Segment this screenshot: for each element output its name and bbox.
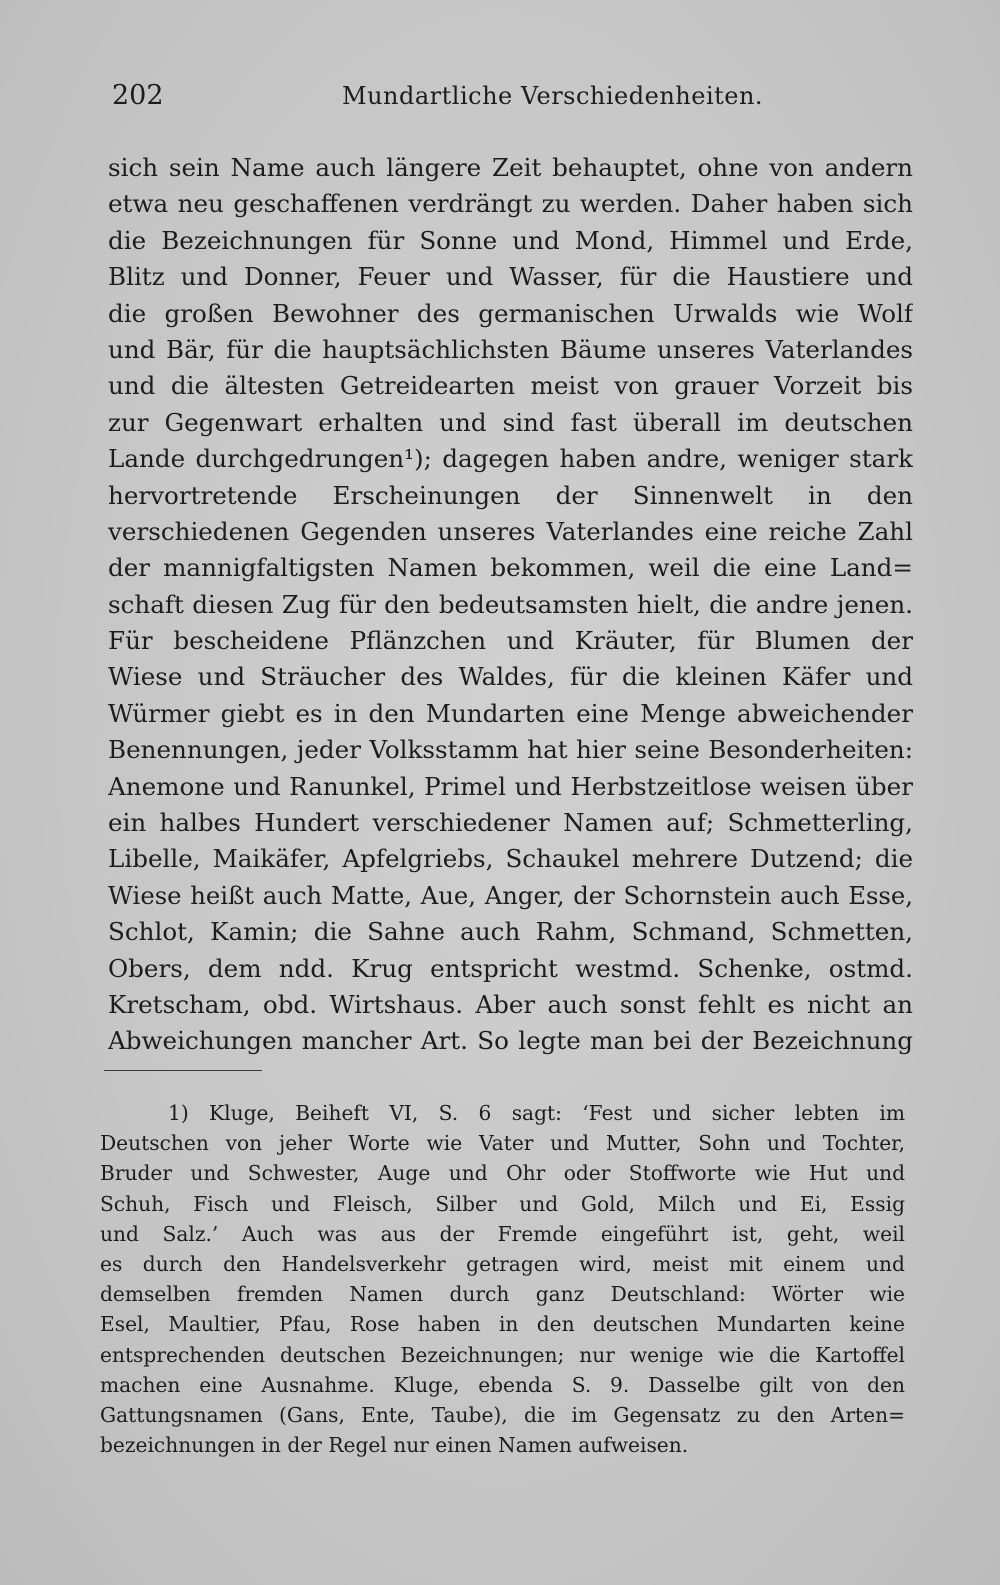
text-line: Libelle, Maikäfer, Apfelgriebs, Schaukel mehrere Dutzend; die (108, 844, 913, 874)
text-line: Kretscham, obd. Wirtshaus. Aber auch sonst fehlt es nicht an (108, 989, 913, 1019)
text-line: Obers, dem ndd. Krug entspricht westmd. Schenke, ostmd. (108, 953, 913, 983)
footnote-line: demselben fremden Namen durch ganz Deutschland: Wörter wie (100, 1282, 905, 1307)
footnote-line: Bruder und Schwester, Auge und Ohr oder Stoffworte wie Hut und (100, 1161, 905, 1186)
footnote-block (100, 1098, 905, 1460)
text-line: Anemone und Ranunkel, Primel und Herbstzeitlose weisen über (108, 771, 913, 801)
text-line: die Bezeichnungen für Sonne und Mond, Himmel und Erde, (108, 225, 913, 255)
footnote-line: Gattungsnamen (Gans, Ente, Taube), die im Gegensatz zu den Arten= (100, 1402, 905, 1427)
page-header (112, 80, 902, 124)
main-text-block (108, 150, 913, 1060)
footnote-line: es durch den Handelsverkehr getragen wird, meist mit einem und (100, 1251, 905, 1276)
text-line: ein halbes Hundert verschiedener Namen auf; Schmetterling, (108, 808, 913, 838)
footnote-line: Deutschen von jeher Worte wie Vater und Mutter, Sohn und Tochter, (100, 1131, 905, 1156)
footnote-line: Schuh, Fisch und Fleisch, Silber und Gold, Milch und Ei, Essig (100, 1191, 905, 1216)
text-line: der mannigfaltigsten Namen bekommen, weil die eine Land= (108, 553, 913, 583)
text-line: die großen Bewohner des germanischen Urwalds wie Wolf (108, 298, 913, 328)
footnote-line: und Salz.’ Auch was aus der Fremde eingeführt ist, geht, weil (100, 1221, 905, 1246)
text-line: verschiedenen Gegenden unseres Vaterlandes eine reiche Zahl (108, 516, 913, 546)
text-line: zur Gegenwart erhalten und sind fast überall im deutschen (108, 407, 913, 437)
footnote-line: Esel, Maultier, Pfau, Rose haben in den deutschen Mundarten keine (100, 1312, 905, 1337)
text-line: Abweichungen mancher Art. So legte man bei der Bezeichnung (108, 1026, 913, 1056)
footnote-line: entsprechenden deutschen Bezeichnungen; nur wenige wie die Kartoffel (100, 1342, 905, 1367)
text-line: Schlot, Kamin; die Sahne auch Rahm, Schmand, Schmetten, (108, 917, 913, 947)
text-line: Lande durchgedrungen¹); dagegen haben andre, weniger stark (108, 444, 913, 474)
text-line: schaft diesen Zug für den bedeutsamsten hielt, die andre jenen. (108, 589, 913, 619)
footnote-line: machen eine Ausnahme. Kluge, ebenda S. 9. Dasselbe gilt von den (100, 1372, 905, 1397)
text-line: hervortretende Erscheinungen der Sinnenwelt in den (108, 480, 913, 510)
text-line: sich sein Name auch längere Zeit behauptet, ohne von andern (108, 153, 913, 182)
footnote-line: 1) Kluge, Beiheft VI, S. 6 sagt: ‘Fest und sicher lebten im (168, 1101, 905, 1125)
footnote-line: bezeichnungen in der Regel nur einen Namen aufweisen. (100, 1433, 689, 1458)
text-line: Blitz und Donner, Feuer und Wasser, für die Haustiere und (108, 262, 913, 292)
running-title: Mundartliche Verschiedenheiten. (342, 82, 764, 110)
page-number: 202 (112, 80, 164, 111)
text-line: und Bär, für die hauptsächlichsten Bäume unseres Vaterlandes (108, 334, 913, 364)
text-line: Wiese und Sträucher des Waldes, für die kleinen Käfer und (108, 662, 913, 692)
footnote-divider (104, 1070, 262, 1071)
text-line: etwa neu geschaffenen verdrängt zu werden. Daher haben sich (108, 189, 913, 219)
text-line: Für bescheidene Pflänzchen und Kräuter, für Blumen der (108, 626, 913, 656)
text-line: Benennungen, jeder Volksstamm hat hier seine Besonderheiten: (108, 735, 913, 765)
text-line: und die ältesten Getreidearten meist von grauer Vorzeit bis (108, 371, 913, 401)
text-line: Wiese heißt auch Matte, Aue, Anger, der Schornstein auch Esse, (108, 880, 913, 910)
text-line: Würmer giebt es in den Mundarten eine Menge abweichender (108, 698, 913, 728)
